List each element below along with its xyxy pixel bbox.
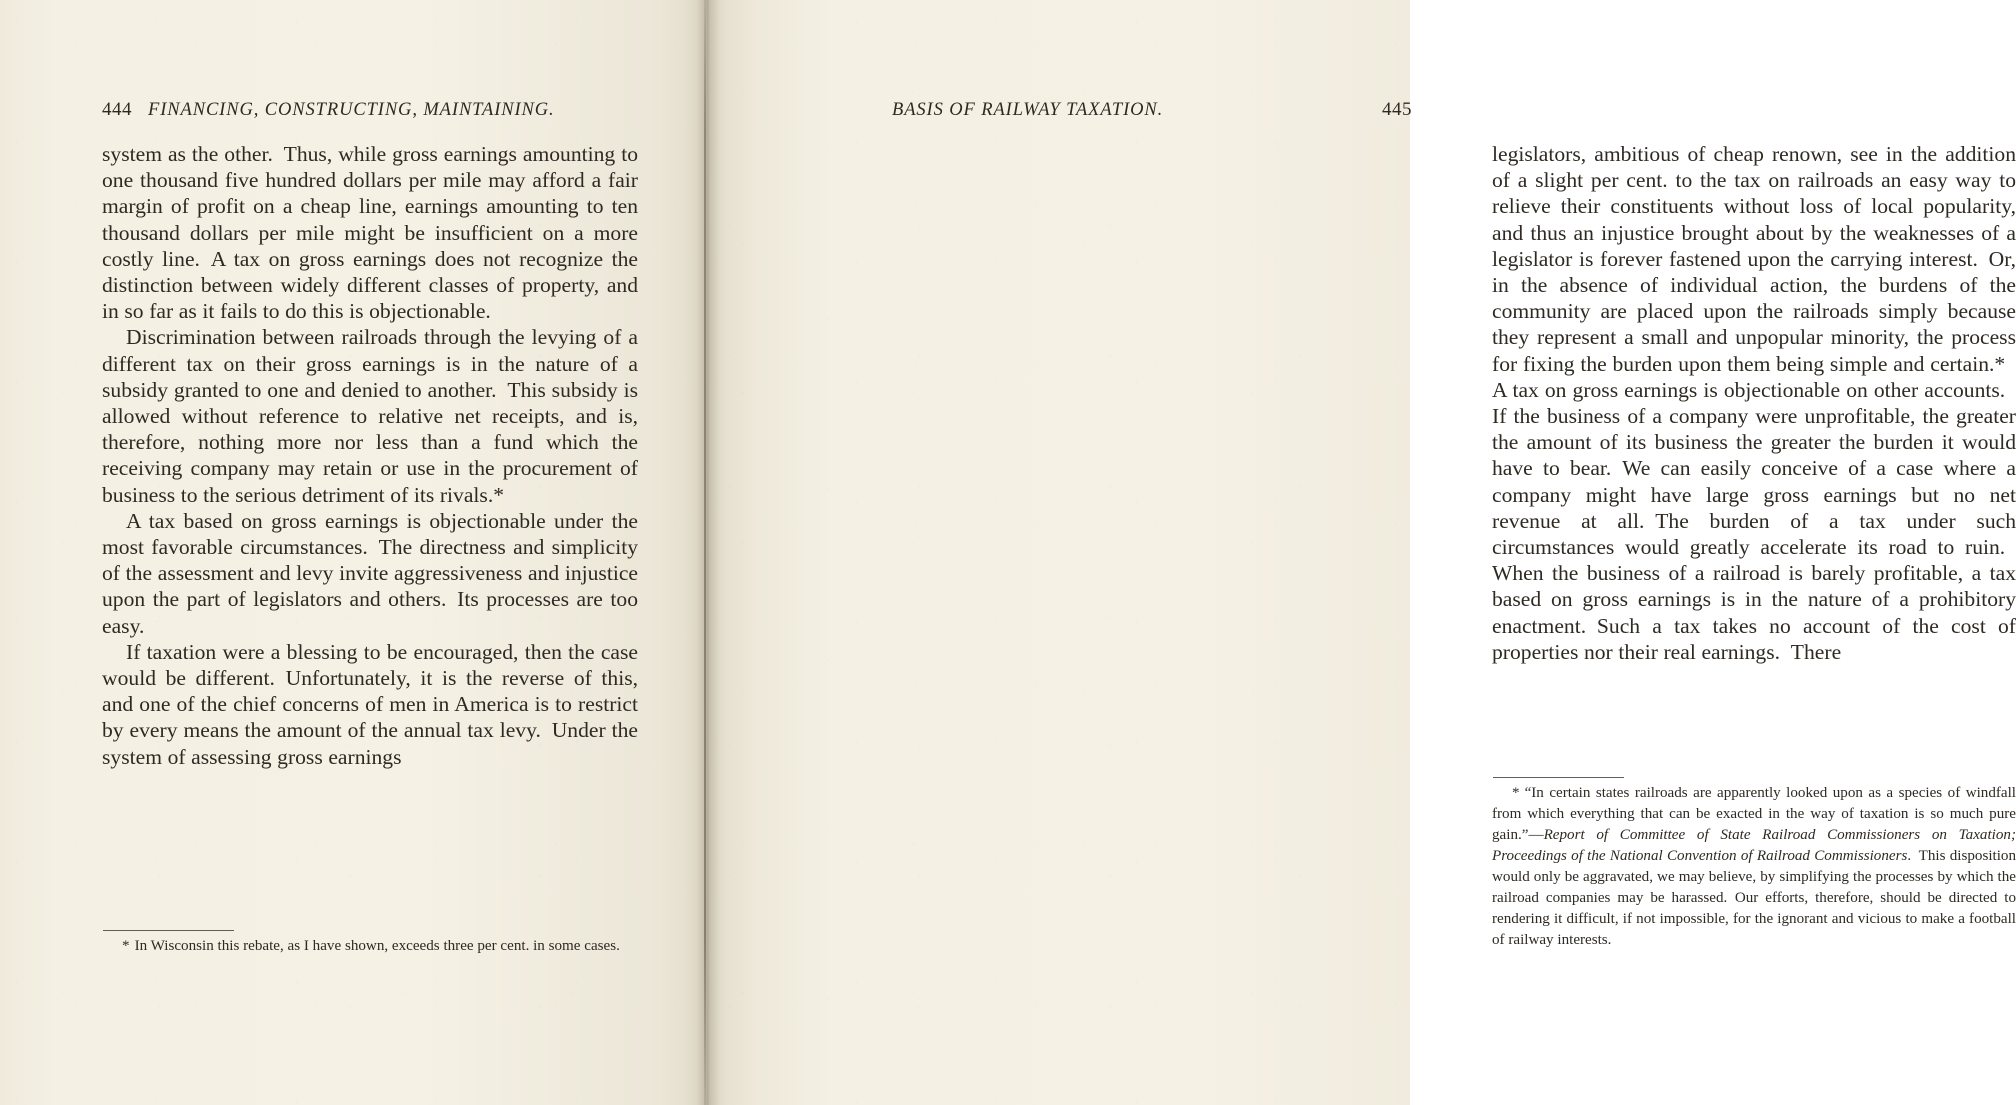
- footnote-text: [1492, 783, 2016, 951]
- running-head-title-right: BASIS OF RAILWAY TAXATION.: [892, 100, 1164, 120]
- page-number-right: 445: [1382, 99, 1412, 120]
- page-right: [706, 0, 2016, 1105]
- footnote-marker: *: [122, 938, 135, 954]
- paragraph: system as the other. Thus, while gross earnings amounting to one thousand five hundred dollars per mile may afford a fair margin of profit on a cheap line, earnings amounting to ten thousand dollars per mile might be insufficient on a more costly line. A tax on gross earnings does not recognize the distinction between widely different classes of property, and in so far as it fails to do this is objectionable.: [102, 142, 638, 324]
- footnote-rule-right: [1493, 777, 1624, 778]
- body-text-left: [102, 141, 638, 770]
- footnote-continuation: . This disposition would only be aggravated, we may believe, by simplifying the processes by which the railroad companies may be harassed. Our efforts, therefore, should be directed to rendering it difficult, if not impossible, for the ignorant and vicious to make a football of railway interests.: [1492, 848, 2016, 948]
- footnote-body: In Wisconsin this rebate, as I have shown, exceeds three per cent. in some cases.: [134, 938, 620, 954]
- footnote-marker: *: [1512, 785, 1525, 801]
- paragraph: legislators, ambitious of cheap renown, see in the addition of a slight per cent. to the tax on railroads an easy way to relieve their constituents without loss of local popularity, and thus an injustice brought about by the weaknesses of a legislator is forever fastened upon the carrying interest. Or, in the absence of individual action, the burdens of the community are placed upon the railroads simply because they represent a small and unpopular minority, the process for fixing the burden upon them being simple and certain.* A tax on gross earnings is objectionable on other accounts. If the business of a company were unprofitable, the greater the amount of its business the greater the burden it would have to bear. We can easily conceive of a case where a company might have large gross earnings but no net revenue at all. The burden of a tax under such circumstances would greatly accelerate its road to ruin. When the business of a railroad is barely profitable, a tax based on gross earnings is in the nature of a prohibitory enactment. Such a tax takes no account of the cost of properties nor their real earnings. There: [1492, 142, 2016, 664]
- footnote-left: [102, 936, 638, 957]
- footnote-quote: “In certain states railroads are apparently looked upon as a species of windfall from which everything that can be exacted in the way of taxation is so much pure gain.”—: [1492, 785, 2016, 843]
- page-left: [0, 0, 706, 1105]
- footnote-rule-left: [103, 930, 234, 931]
- paragraph: A tax based on gross earnings is objectionable under the most favorable circumstances. The directness and simplicity of the assessment and levy invite aggressiveness and injustice upon the part of legislators and others. Its processes are too easy.: [102, 508, 638, 638]
- paragraph: Discrimination between railroads through the levying of a different tax on their gross earnings is in the nature of a subsidy granted to one and denied to another. This subsidy is allowed without reference to relative net receipts, and is, therefore, nothing more nor less than a fund which the receiving company may retain or use in the procurement of business to the serious detriment of its rivals.*: [102, 325, 638, 507]
- paragraph: If taxation were a blessing to be encouraged, then the case would be different. Unfortunately, it is the reverse of this, and one of the chief concerns of men in America is to restrict by every means the amount of the annual tax levy. Under the system of assessing gross earnings: [102, 639, 638, 769]
- body-text-right: [1492, 141, 2016, 665]
- running-head-right: [892, 99, 1412, 123]
- footnote-right: [1492, 783, 2016, 951]
- running-head-left: [102, 99, 642, 123]
- page-number-left: 444: [102, 99, 132, 120]
- running-head-title-left: FINANCING, CONSTRUCTING, MAINTAINING.: [148, 100, 555, 120]
- footnote-text: [102, 936, 638, 957]
- footnote-citation: Report of Committee of State Railroad Commissioners on Taxation; Proceedings of the National Convention of Railroad Commissioners: [1492, 827, 2016, 864]
